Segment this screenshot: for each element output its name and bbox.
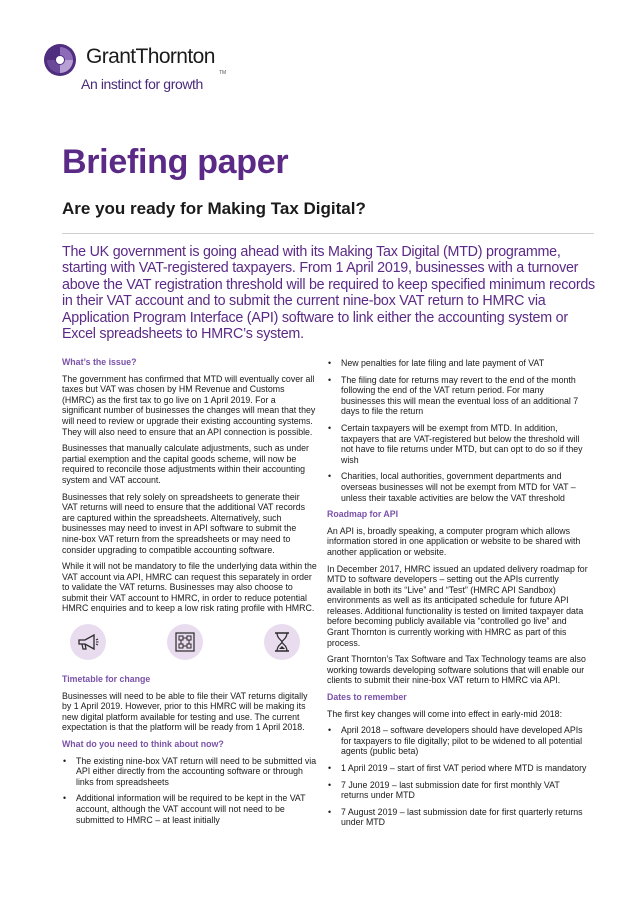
list-item: • 1 April 2019 – start of first VAT period where MTD is mandatory bbox=[327, 763, 589, 774]
list-item: • The existing nine-box VAT return will need to be submitted via API either directly from the accounting software or through links from spreadsheets bbox=[62, 756, 317, 788]
list-item: • Additional information will be required to be kept in the VAT account, although the VAT account will not need to be submitted to HMRC – at least initially bbox=[62, 793, 317, 825]
logo-trademark: TM bbox=[219, 70, 227, 76]
list-item: • April 2018 – software developers should have developed APIs for taxpayers to file digitally; pilot to be widened to all potential agents (public beta) bbox=[327, 725, 589, 757]
paragraph: While it will not be mandatory to file the underlying data within the VAT account via API, HMRC can request this separately in order to validate the VAT returns. Businesses may also choose to submit their VAT account to HMRC, in order to reduce potential HMRC enquiries and to keep a low risk rating profile with HMRC. bbox=[62, 561, 317, 614]
paragraph: The first key changes will come into effect in early-mid 2018: bbox=[327, 708, 563, 719]
right-column bbox=[327, 358, 589, 834]
heading-think-about: What do you need to think about now? bbox=[62, 739, 224, 750]
intro-paragraph: The UK government is going ahead with its Making Tax Digital (MTD) programme, starting with VAT-registered taxpayers. From 1 April 2019, businesses with a turnover above the VAT registration threshold will be required to keep specified minimum records in their VAT account and to submit the current nine-box VAT return to HMRC via Application Program Interface (API) software to link either the accounting system or Excel spreadsheets to HMRC’s system. bbox=[62, 244, 595, 343]
heading-timetable: Timetable for change bbox=[62, 674, 151, 685]
paragraph: In December 2017, HMRC issued an updated delivery roadmap for MTD to software developers – setting out the APIs currently available in both its “Live” and “Test” (HMRC API Sandbox) environments as well as its anticipated schedule for future API releases. Additional functionality is tested on limited taxpayer data before becoming publicly available via “controlled go live” and Grant Thornton is currently working with HMRC as part of this process. bbox=[327, 563, 588, 648]
heading-whats-the-issue: What’s the issue? bbox=[62, 357, 137, 367]
bullet-list bbox=[327, 358, 589, 503]
bullet-list bbox=[327, 725, 589, 828]
left-column bbox=[62, 357, 317, 831]
hourglass-icon bbox=[264, 624, 300, 660]
paragraph: The government has confirmed that MTD will eventually cover all taxes but VAT was chosen by HM Revenue and Customs (HMRC) as the first tax to go live on 1 April 2019. For a significant number of businesses the changes will mean that they will need to review or upgrade their existing accounting systems. They will also need to ensure that an API connection is possible. bbox=[62, 373, 316, 437]
list-item: • Certain taxpayers will be exempt from MTD. In addition, taxpayers that are VAT-registered but below the threshold will not have to file returns under MTD, but can opt to do so if they wish bbox=[327, 423, 589, 465]
list-item: • 7 August 2019 – last submission date for first quarterly returns under MTD bbox=[327, 807, 589, 828]
heading-roadmap: Roadmap for API bbox=[327, 509, 399, 520]
logo-mark-icon bbox=[43, 43, 77, 77]
paragraph: Grant Thornton’s Tax Software and Tax Technology teams are also working towards developing software solutions that will enable our clients to submit their nine-box VAT return to HMRC via API. bbox=[327, 654, 586, 686]
megaphone-icon bbox=[70, 624, 106, 660]
list-item: • 7 June 2019 – last submission date for first monthly VAT returns under MTD bbox=[327, 780, 589, 801]
paragraph: An API is, broadly speaking, a computer program which allows information stored in one application or website to be shared with another application or website. bbox=[327, 525, 581, 557]
icon-row bbox=[70, 624, 300, 660]
paragraph: Businesses that manually calculate adjustments, such as under partial exemption and the capital goods scheme, will now be required to reconcile those adjustments within their accounting system and VAT account. bbox=[62, 443, 309, 485]
list-item: • The filing date for returns may revert to the end of the month following the end of the VAT return period. For many businesses this will mean the eventual loss of an additional 7 days to file the return bbox=[327, 375, 589, 417]
list-item: • Charities, local authorities, government departments and overseas businesses will not be exempt from MTD for VAT – unless their taxable activities are below the VAT threshold bbox=[327, 471, 589, 503]
logo-wordmark: GrantThornton bbox=[86, 45, 215, 68]
grant-thornton-logo bbox=[43, 38, 303, 98]
divider bbox=[62, 233, 594, 234]
paragraph: Businesses will need to be able to file their VAT returns digitally by 1 April 2019. However, prior to this HMRC will be making its new digital platform available for testing and use. The current expectation is that the platform will be ready from 1 April 2018. bbox=[62, 690, 308, 733]
list-item: • New penalties for late filing and late payment of VAT bbox=[327, 358, 589, 369]
page-subtitle: Are you ready for Making Tax Digital? bbox=[62, 199, 366, 218]
page-title: Briefing paper bbox=[62, 143, 289, 181]
network-diagram-icon bbox=[167, 624, 203, 660]
heading-dates: Dates to remember bbox=[327, 692, 407, 703]
paragraph: Businesses that rely solely on spreadsheets to generate their VAT returns will need to ensure that the additional VAT records are captured within the spreadsheets. Alternatively, such businesses may need to invest in API software to submit the nine-box VAT return from the spreadsheets or may need to consider upgrading to compatible accounting software. bbox=[62, 491, 306, 555]
bullet-list bbox=[62, 756, 317, 826]
logo-tagline: An instinct for growth bbox=[81, 76, 203, 92]
